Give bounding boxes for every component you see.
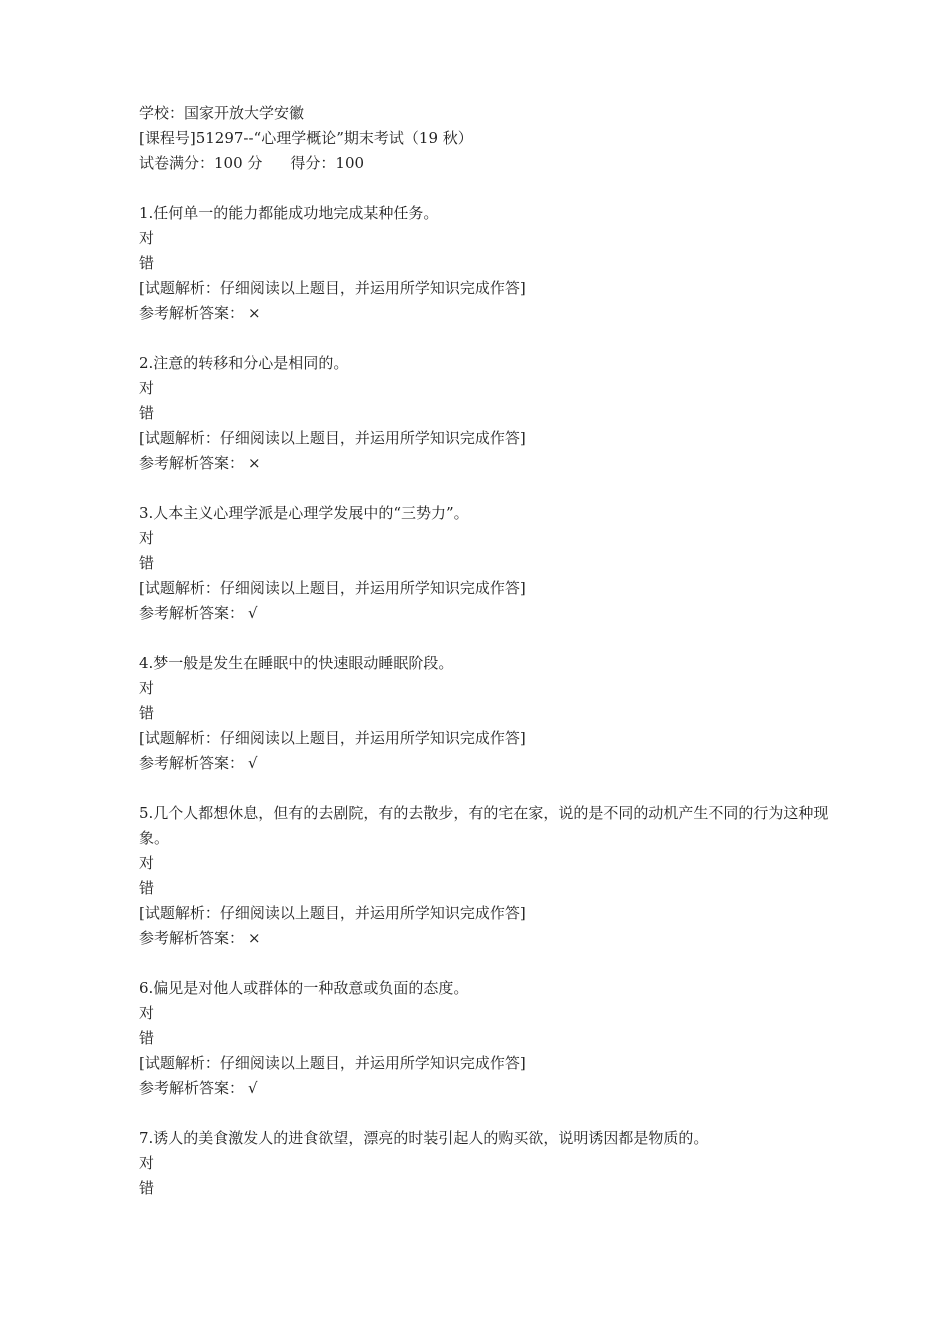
- option-false[interactable]: 错: [139, 1179, 155, 1197]
- full-score: 试卷满分：100 分: [139, 154, 263, 172]
- analysis-hint: [试题解析：仔细阅读以上题目，并运用所学知识完成作答]: [139, 1054, 526, 1072]
- option-true[interactable]: 对: [139, 229, 155, 247]
- option-false[interactable]: 错: [139, 554, 155, 572]
- option-true[interactable]: 对: [139, 854, 155, 872]
- school-line: 学校：国家开放大学安徽: [139, 104, 305, 122]
- score-line: [139, 151, 829, 176]
- option-true[interactable]: 对: [139, 1154, 155, 1172]
- option-false[interactable]: 错: [139, 254, 155, 272]
- option-false[interactable]: 错: [139, 1029, 155, 1047]
- option-true[interactable]: 对: [139, 529, 155, 547]
- question-stem: 2.注意的转移和分心是相同的。: [139, 354, 349, 372]
- question-2: [139, 351, 829, 476]
- option-false[interactable]: 错: [139, 704, 155, 722]
- question-1: [139, 201, 829, 326]
- question-stem: 3.人本主义心理学派是心理学发展中的“三势力”。: [139, 504, 469, 522]
- answer-value: √: [248, 754, 258, 772]
- exam-header: [139, 101, 829, 176]
- question-7: [139, 1126, 829, 1201]
- option-false[interactable]: 错: [139, 404, 155, 422]
- question-5: [139, 801, 829, 951]
- answer-value: √: [248, 1079, 258, 1097]
- answer-value: √: [248, 604, 258, 622]
- answer-line: [139, 301, 829, 326]
- question-6: [139, 976, 829, 1101]
- question-stem: 1.任何单一的能力都能成功地完成某种任务。: [139, 204, 439, 222]
- answer-label: 参考解析答案：: [139, 304, 245, 322]
- answer-line: [139, 926, 829, 951]
- analysis-hint: [试题解析：仔细阅读以上题目，并运用所学知识完成作答]: [139, 429, 526, 447]
- obtained-score: 得分：100: [290, 154, 365, 172]
- analysis-hint: [试题解析：仔细阅读以上题目，并运用所学知识完成作答]: [139, 579, 526, 597]
- question-4: [139, 651, 829, 776]
- option-false[interactable]: 错: [139, 879, 155, 897]
- answer-line: [139, 451, 829, 476]
- answer-line: [139, 1076, 829, 1101]
- course-line: [课程号]51297--“心理学概论”期末考试（19 秋）: [139, 129, 473, 147]
- answer-value: ×: [248, 454, 261, 472]
- analysis-hint: [试题解析：仔细阅读以上题目，并运用所学知识完成作答]: [139, 729, 526, 747]
- answer-label: 参考解析答案：: [139, 754, 245, 772]
- option-true[interactable]: 对: [139, 679, 155, 697]
- answer-line: [139, 601, 829, 626]
- question-stem: 7.诱人的美食激发人的进食欲望，漂亮的时装引起人的购买欲，说明诱因都是物质的。: [139, 1129, 709, 1147]
- answer-line: [139, 751, 829, 776]
- exam-page: [139, 101, 829, 1201]
- option-true[interactable]: 对: [139, 379, 155, 397]
- answer-value: ×: [248, 929, 261, 947]
- answer-label: 参考解析答案：: [139, 604, 245, 622]
- option-true[interactable]: 对: [139, 1004, 155, 1022]
- question-stem: 4.梦一般是发生在睡眠中的快速眼动睡眠阶段。: [139, 654, 454, 672]
- analysis-hint: [试题解析：仔细阅读以上题目，并运用所学知识完成作答]: [139, 279, 526, 297]
- answer-label: 参考解析答案：: [139, 929, 245, 947]
- answer-label: 参考解析答案：: [139, 454, 245, 472]
- answer-label: 参考解析答案：: [139, 1079, 245, 1097]
- answer-value: ×: [248, 304, 261, 322]
- question-3: [139, 501, 829, 626]
- question-stem: 6.偏见是对他人或群体的一种敌意或负面的态度。: [139, 979, 469, 997]
- analysis-hint: [试题解析：仔细阅读以上题目，并运用所学知识完成作答]: [139, 904, 526, 922]
- question-stem: 5.几个人都想休息，但有的去剧院，有的去散步，有的宅在家，说的是不同的动机产生不同的行为这种现象。: [139, 804, 829, 847]
